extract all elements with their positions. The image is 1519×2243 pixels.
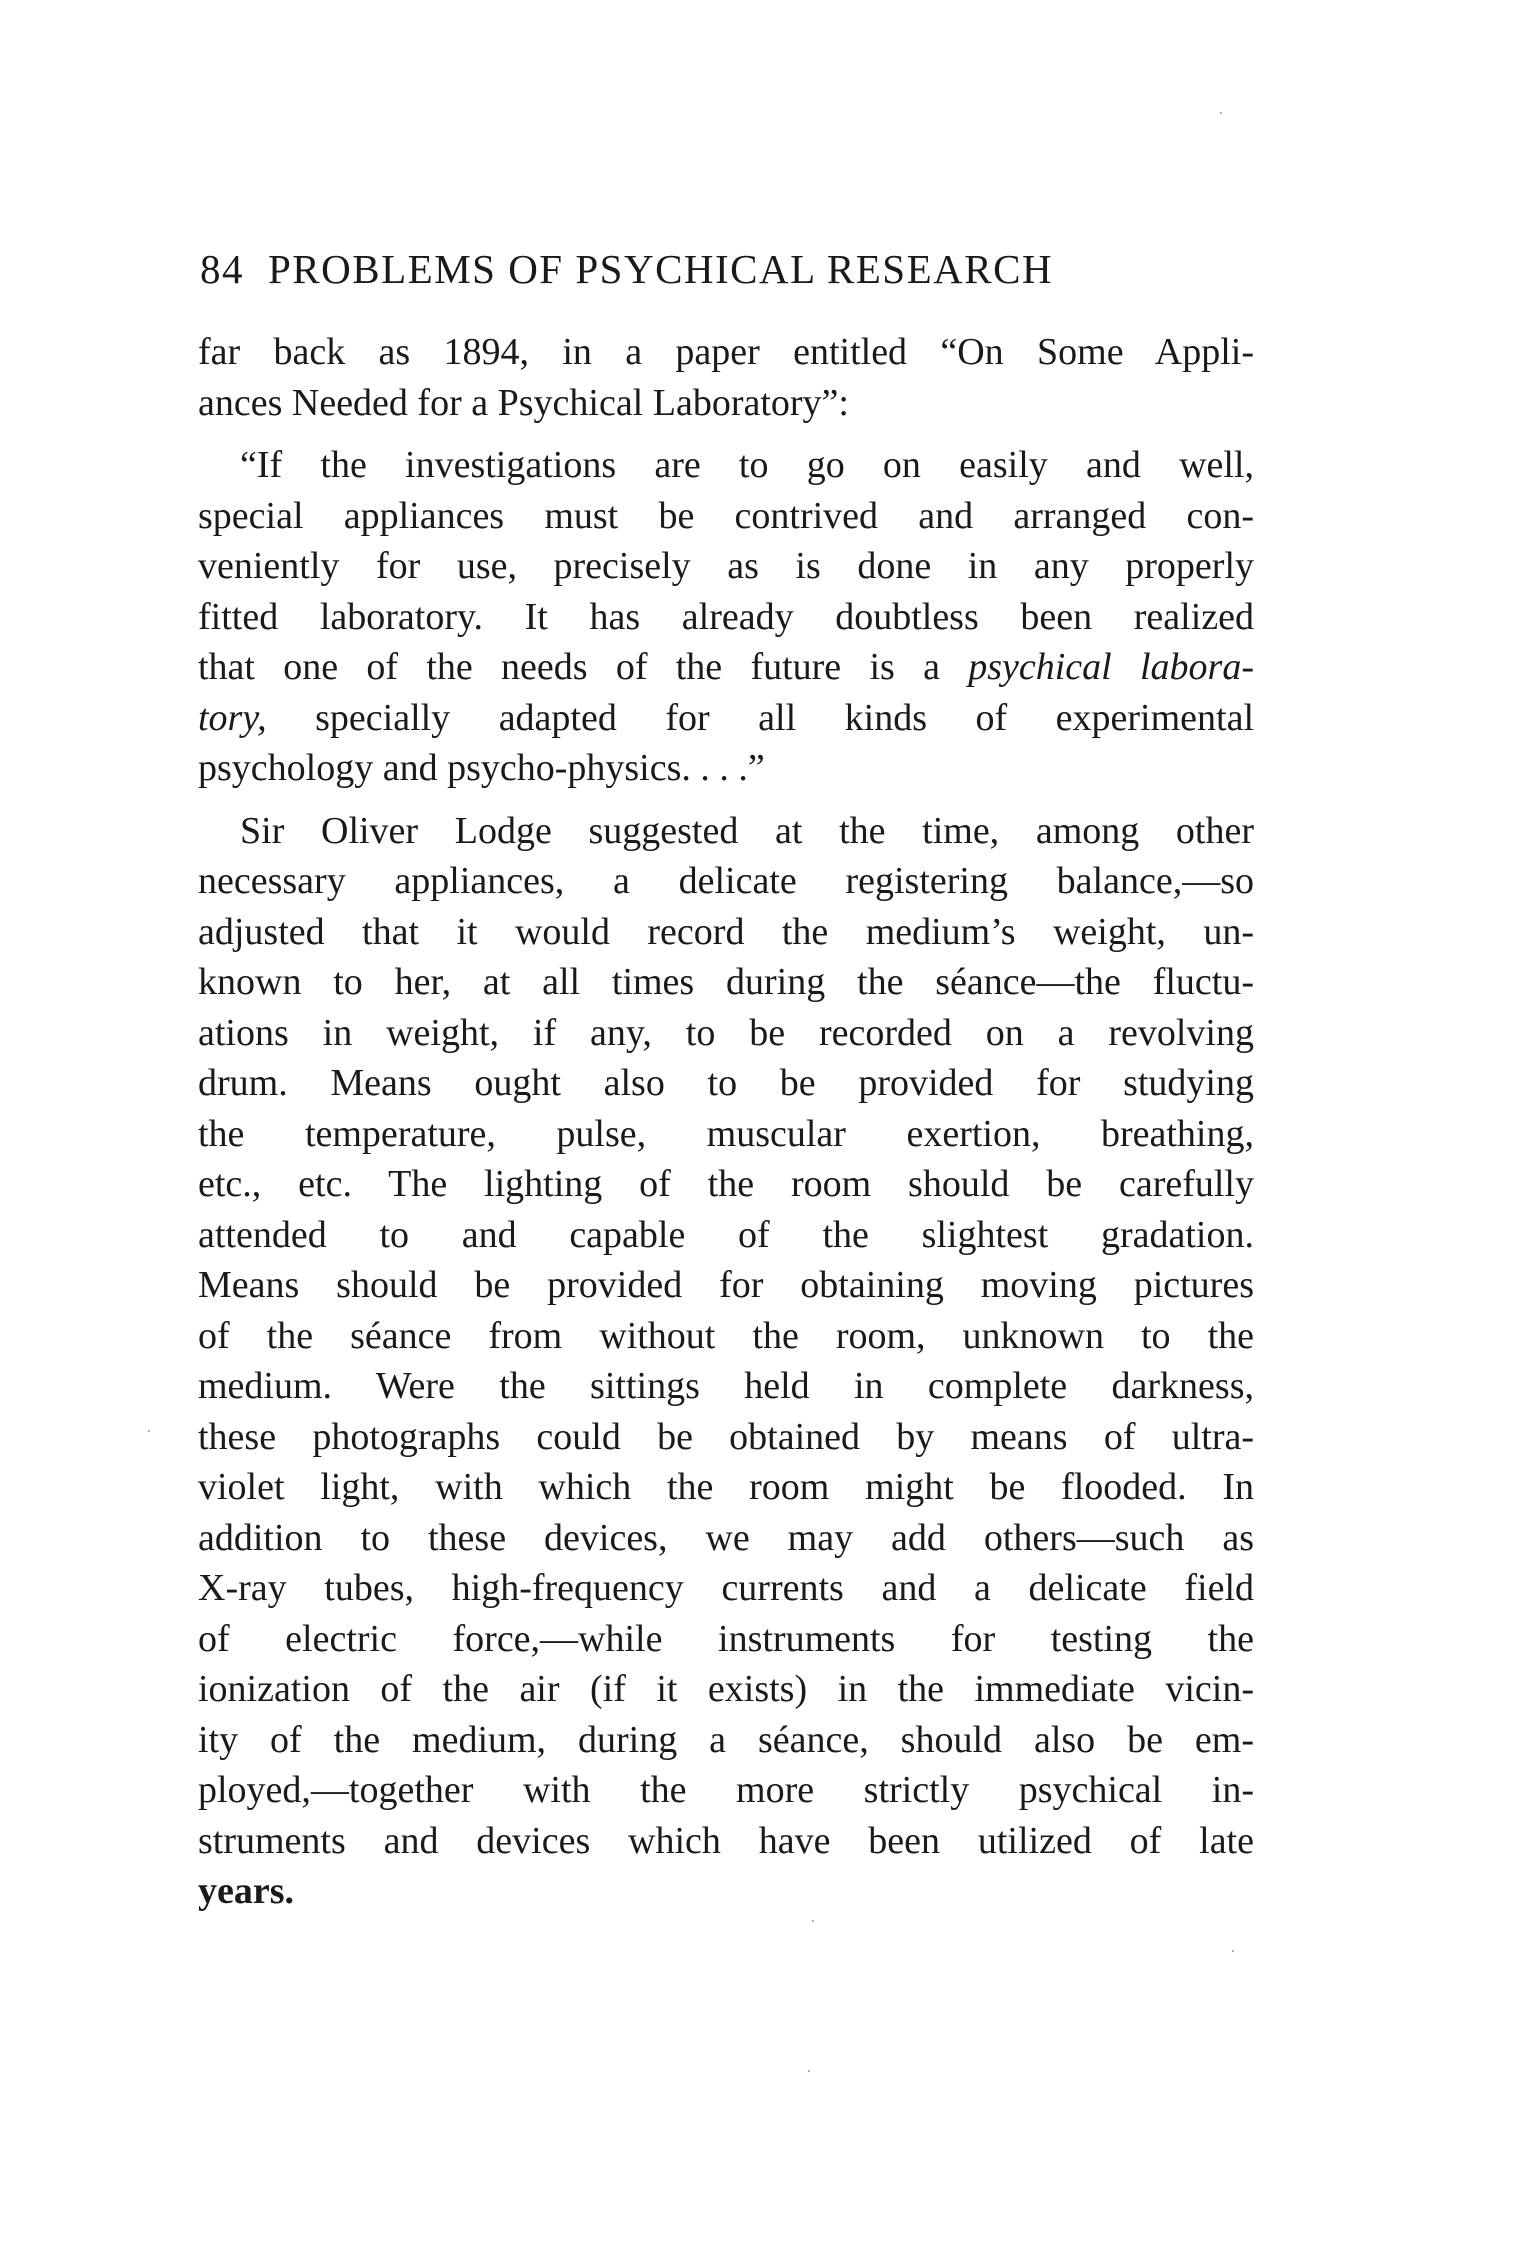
text-line: the temperature, pulse, muscular exertion, breathing, xyxy=(198,1112,1254,1155)
text-line: these photographs could be obtained by means of ultra- xyxy=(198,1415,1254,1458)
text-line: struments and devices which have been utilized of late xyxy=(198,1819,1254,1862)
scan-speck xyxy=(1232,1950,1234,1952)
text-line: fitted laboratory. It has already doubtless been realized xyxy=(198,595,1254,638)
final-word: years. xyxy=(198,1870,295,1912)
text-line: ionization of the air (if it exists) in the immediate vicin- xyxy=(198,1668,1254,1710)
text-line: X-ray tubes, high-frequency currents and a delicate field xyxy=(198,1567,1254,1609)
scan-speck xyxy=(812,1920,814,1922)
scan-speck xyxy=(148,1430,150,1432)
text-line: veniently for use, precisely as is done in any properly xyxy=(198,545,1254,587)
text-line: of the séance from without the room, unknown to the xyxy=(198,1314,1254,1357)
running-title: PROBLEMS OF PSYCHICAL RESEARCH xyxy=(268,246,1054,292)
text-line: necessary appliances, a delicate registering balance,—so xyxy=(198,860,1254,902)
block-quote xyxy=(198,440,1254,794)
text-line: adjusted that it would record the medium’s weight, un- xyxy=(198,910,1254,953)
text-line: special appliances must be contrived and arranged con- xyxy=(198,494,1254,537)
text-line: medium. Were the sittings held in complete darkness, xyxy=(198,1365,1254,1407)
text-line: ations in weight, if any, to be recorded on a revolving xyxy=(198,1011,1254,1054)
text-line xyxy=(198,1866,1254,1917)
text-line: known to her, at all times during the séance—the fluctu- xyxy=(198,961,1254,1003)
paragraph-continuation xyxy=(198,327,1254,428)
text-line: addition to these devices, we may add others—such as xyxy=(198,1516,1254,1559)
italic-text: psychical labora- xyxy=(968,646,1254,688)
text-line: ployed,—together with the more strictly psychical in- xyxy=(198,1769,1254,1811)
text-line: of electric force,—while instruments for testing the xyxy=(198,1617,1254,1660)
body-text xyxy=(198,327,1254,1917)
paragraph xyxy=(198,806,1254,1917)
text-run: specially adapted for all kinds of experimental xyxy=(266,696,1254,739)
text-line xyxy=(198,642,1254,693)
italic-text: tory, xyxy=(198,696,267,739)
text-line: attended to and capable of the slightest gradation. xyxy=(198,1213,1254,1256)
page-number: 84 xyxy=(200,246,244,292)
text-run: that one of the needs of the future is a xyxy=(198,646,969,688)
text-line: ity of the medium, during a séance, should also be em- xyxy=(198,1718,1254,1761)
text-line: psychology and psycho-physics. . . .” xyxy=(198,747,765,789)
text-line xyxy=(198,693,1254,744)
text-line: far back as 1894, in a paper entitled “On Some Appli- xyxy=(198,331,1254,373)
running-head xyxy=(200,244,1260,294)
text-line: Means should be provided for obtaining moving pictures xyxy=(198,1264,1254,1306)
text-line: Sir Oliver Lodge suggested at the time, among other xyxy=(240,809,1254,852)
text-line: ances Needed for a Psychical Laboratory”: xyxy=(198,381,849,424)
text-line: etc., etc. The lighting of the room should be carefully xyxy=(198,1163,1254,1205)
scan-speck xyxy=(1220,112,1222,114)
text-line: drum. Means ought also to be provided for studying xyxy=(198,1062,1254,1104)
text-line: “If the investigations are to go on easily and well, xyxy=(240,444,1254,486)
scan-speck xyxy=(808,2070,810,2072)
text-line: violet light, with which the room might be flooded. In xyxy=(198,1466,1254,1508)
